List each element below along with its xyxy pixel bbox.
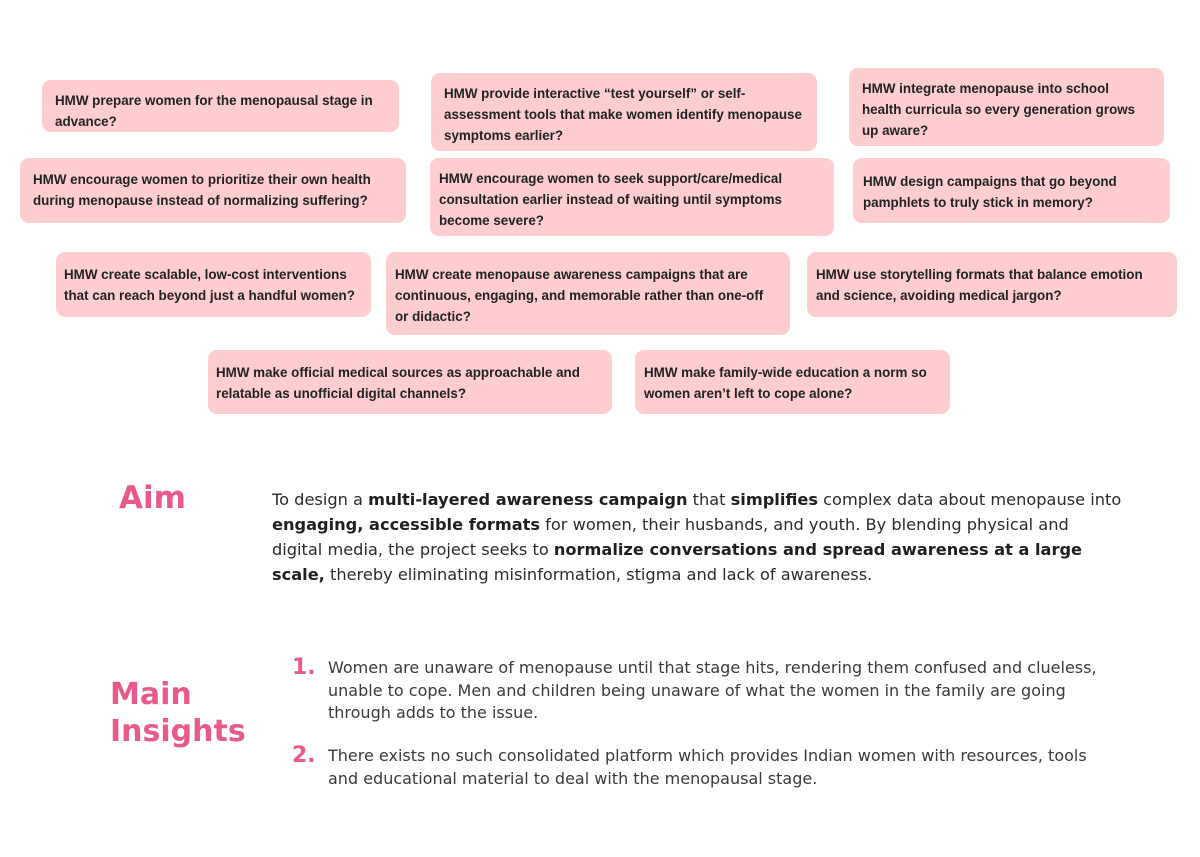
hmw-note: HMW create scalable, low-cost interventions that can reach beyond just a handful women? xyxy=(56,252,371,317)
aim-emphasis: multi-layered awareness campaign xyxy=(368,490,688,509)
aim-emphasis: engaging, accessible formats xyxy=(272,515,541,534)
hmw-note: HMW create menopause awareness campaigns that are continuous, engaging, and memorable rather than one-off or didactic? xyxy=(386,252,790,335)
insights-heading-line1: Main xyxy=(110,677,192,712)
hmw-note: HMW integrate menopause into school health curricula so every generation grows up aware? xyxy=(849,68,1164,146)
insight-text: There exists no such consolidated platform which provides Indian women with resources, tools and educational material to deal with the menopausal stage. xyxy=(328,746,1087,788)
insights-heading-line2: Insights xyxy=(110,714,246,749)
aim-text-segment: that xyxy=(687,490,731,509)
hmw-note: HMW provide interactive “test yourself” or self-assessment tools that make women identify menopause symptoms earlier? xyxy=(431,73,817,151)
aim-text-segment: complex data about menopause into xyxy=(818,490,1122,509)
insights-heading xyxy=(110,676,246,750)
aim-text-segment: To design a xyxy=(272,490,369,509)
hmw-note: HMW use storytelling formats that balance emotion and science, avoiding medical jargon? xyxy=(807,252,1177,317)
insight-text: Women are unaware of menopause until that stage hits, rendering them confused and clueless, unable to cope. Men and children being unaware of what the women in the family are going through adds to the issue. xyxy=(328,658,1097,722)
aim-heading: Aim xyxy=(119,480,186,516)
aim-text-segment: for women, their husbands, and youth. By blending physical and digital media, the project seeks to xyxy=(272,515,1069,559)
hmw-note: HMW encourage women to seek support/care/medical consultation earlier instead of waiting until symptoms become severe? xyxy=(430,158,834,236)
hmw-note: HMW encourage women to prioritize their own health during menopause instead of normalizing suffering? xyxy=(20,158,406,223)
aim-emphasis: simplifies xyxy=(730,490,819,509)
hmw-note: HMW make family-wide education a norm so women aren’t left to cope alone? xyxy=(635,350,950,414)
aim-text-segment: thereby eliminating misinformation, stigma and lack of awareness. xyxy=(324,565,873,584)
insight-number: 2. xyxy=(292,743,316,768)
hmw-note: HMW design campaigns that go beyond pamphlets to truly stick in memory? xyxy=(853,158,1170,223)
aim-emphasis: normalize conversations and spread awareness at a large scale, xyxy=(272,540,1083,584)
hmw-note: HMW prepare women for the menopausal stage in advance? xyxy=(42,80,399,132)
insight-number: 1. xyxy=(292,655,316,680)
hmw-note: HMW make official medical sources as approachable and relatable as unofficial digital channels? xyxy=(208,350,612,414)
aim-paragraph xyxy=(272,487,1122,587)
